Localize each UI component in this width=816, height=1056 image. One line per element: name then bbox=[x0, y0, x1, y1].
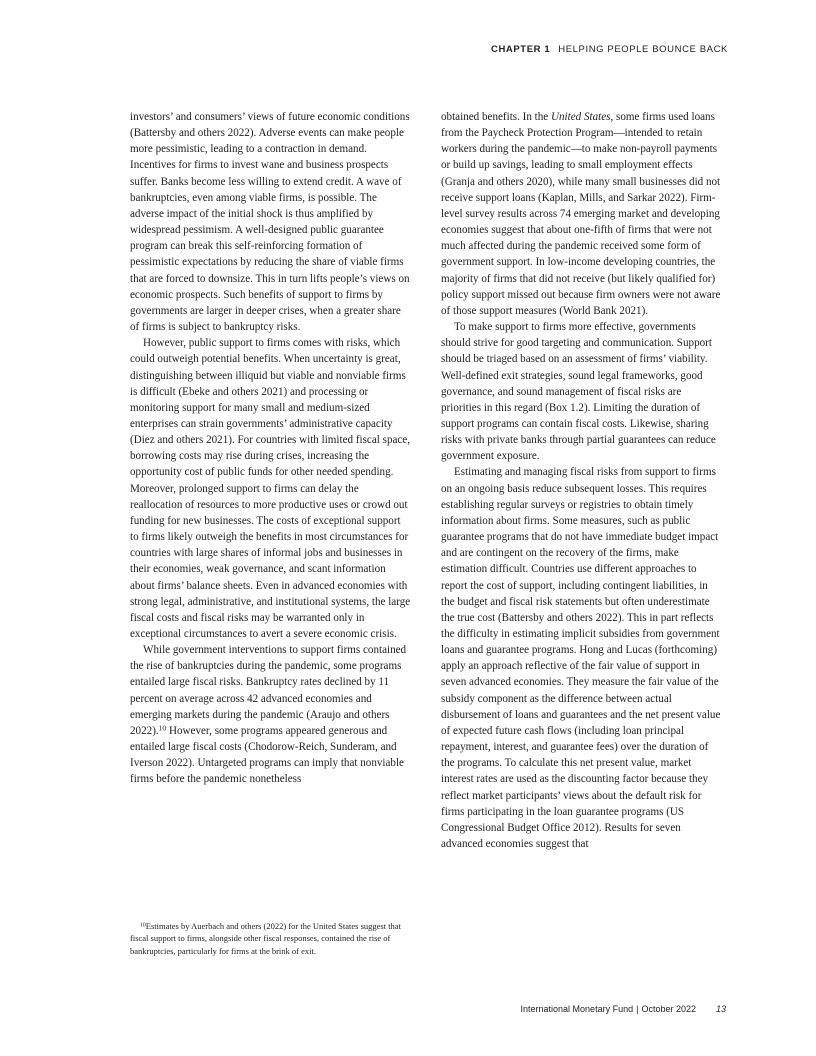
page-number: 13 bbox=[715, 1004, 726, 1014]
footnote-number: 10 bbox=[140, 922, 146, 929]
footer-date: October 2022 bbox=[641, 1004, 696, 1014]
right-paragraph-2: To make support to firms more effective, governments should strive for good targeting and communication. Support should be triaged based on an assessment of firms’ viability. Well-defined exit strategies, sound legal frameworks, good governance, and sound management of fiscal risks are priorities in this regard (Box 1.2). Limiting the duration of support programs can contain fiscal costs. Likewise, sharing risks with private banks through partial guarantees can reduce government exposure. bbox=[441, 321, 716, 463]
chapter-title: HELPING PEOPLE BOUNCE BACK bbox=[558, 44, 728, 55]
left-paragraph-1: investors’ and consumers’ views of future economic conditions (Battersby and others 2022). Adverse events can make people more pessimistic, leading to a contraction in demand. Incentives for firms to invest wane and business prospects suffer. Banks become less willing to extend credit. A wave of bankruptcies, even among viable firms, is possible. The adverse impact of the initial shock is thus amplified by widespread pessimism. A well-designed public guarantee program can break this self-reinforcing formation of pessimistic expectations by reducing the share of viable firms that are forced to downsize. This in turn lifts people’s views on economic prospects. Such benefits of support to firms by governments are larger in deeper crises, when a greater share of firms is subject to bankruptcy risks. bbox=[130, 111, 410, 334]
running-footer bbox=[521, 1004, 726, 1014]
right-column bbox=[441, 109, 723, 852]
left-paragraph-3-text: While government interventions to support firms contained the rise of bankruptcies during the pandemic, some programs entailed large fiscal risks. Bankruptcy rates declined by 11 percent on average across 42 advanced economies and emerging markets during the pandemic (Araujo and others 2022). bbox=[130, 644, 407, 737]
right-paragraph-1-rest: , some firms used loans from the Paycheck Protection Program—intended to retain workers during the pandemic—to make non-payroll payments or build up savings, leading to small employment effects (Granja and others 2020), while many small businesses did not receive support loans (Kaplan, Mills, and Sarkar 2022). Firm-level survey results across 74 emerging market and developing economies suggest that about one-fifth of firms that were not much affected during the pandemic received some form of government support. In low-income developing countries, the majority of firms that did not receive (but likely qualified for) policy support missed out because firm owners were not aware of those support measures (World Bank 2021). bbox=[441, 111, 721, 317]
left-paragraph-3-continued: However, some programs appeared generous and entailed large fiscal costs (Chodorow-Reich, Sunderam, and Iverson 2022). Untargeted programs can imply that nonviable firms before the pandemic nonetheless bbox=[130, 724, 404, 786]
footer-publisher: International Monetary Fund bbox=[520, 1004, 634, 1014]
chapter-label: CHAPTER 1 bbox=[490, 44, 551, 55]
left-column bbox=[130, 109, 412, 788]
right-paragraph-1 bbox=[441, 109, 723, 319]
left-paragraph-3 bbox=[130, 642, 412, 787]
footer-separator: | bbox=[636, 1004, 639, 1014]
right-paragraph-1-start: obtained benefits. In the bbox=[441, 111, 551, 123]
right-paragraph-1-emphasis: United States bbox=[550, 111, 611, 123]
footnote bbox=[130, 920, 414, 957]
running-header bbox=[491, 44, 728, 55]
left-paragraph-2: However, public support to firms comes with risks, which could outweigh potential benefits. When uncertainty is great, distinguishing between illiquid but viable and nonviable firms is difficult (Ebeke and others 2021) and processing or monitoring support for many small and medium-sized enterprises can strain governments’ administrative capacity (Diez and others 2021). For countries with limited fiscal space, borrowing costs may rise during crises, increasing the opportunity cost of public funds for other needed spending. Moreover, prolonged support to firms can delay the reallocation of resources to more productive uses or crowd out funding for new businesses. The costs of exceptional support to firms likely outweigh the benefits in most circumstances for countries with large shares of informal jobs and businesses in their economies, weak governance, and scant information about firms’ balance sheets. Even in advanced economies with strong legal, administrative, and institutional systems, the large fiscal costs and fiscal risks may be warranted only in exceptional circumstances to avert a severe economic crisis. bbox=[130, 337, 411, 640]
footnote-text: Estimates by Auerbach and others (2022) for the United States suggest that fiscal support to firms, alongside other fiscal responses, contained the rise of bankruptcies, particularly for firms at the brink of exit. bbox=[130, 921, 401, 956]
footnote-reference: 10 bbox=[158, 723, 167, 733]
right-paragraph-3: Estimating and managing fiscal risks from support to firms on an ongoing basis reduce subsequent losses. This requires establishing regular surveys or registries to obtain timely information about firms. Some measures, such as public guarantee programs that do not have immediate budget impact and are contingent on the recovery of the firms, make estimation difficult. Countries use different approaches to report the cost of support, including contingent liabilities, in the budget and fiscal risk statements but often underestimate the true cost (Battersby and others 2022). This in part reflects the difficulty in estimating implicit subsidies from government loans and guarantee programs. Hong and Lucas (forthcoming) apply an approach reflective of the fair value of support in seven advanced economies. They measure the fair value of the subsidy component as the difference between actual disbursement of loans and guarantees and the net present value of expected future cash flows (including loan principal repayment, interest, and guarantee fees) over the duration of the programs. To calculate this net present value, market interest rates are used as the discounting factor because they reflect market participants’ views about the default risk for firms participating in the loan guarantee programs (US Congressional Budget Office 2012). Results for seven advanced economies suggest that bbox=[441, 466, 721, 851]
